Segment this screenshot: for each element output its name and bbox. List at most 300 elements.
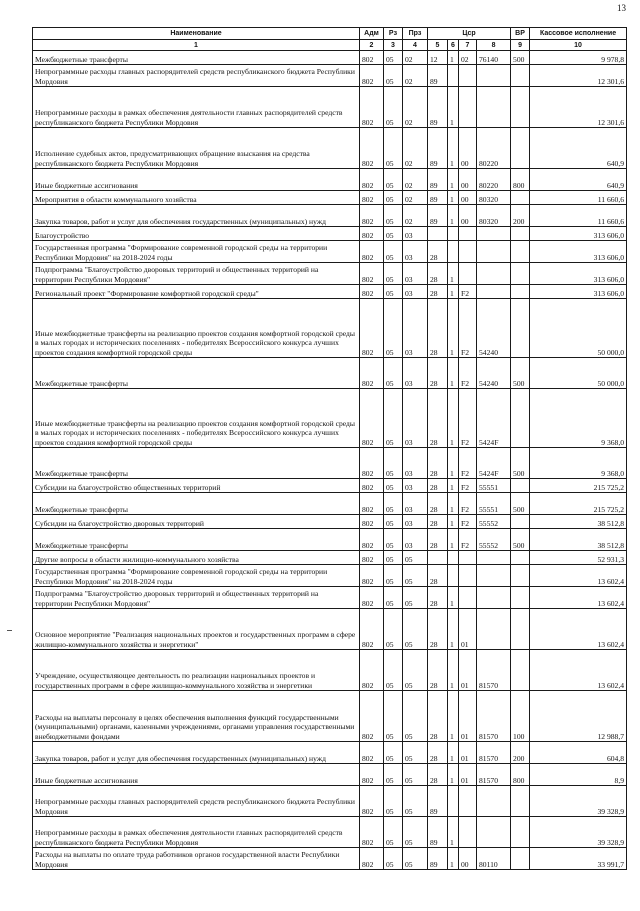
row-csr-program: 28 xyxy=(428,389,448,448)
header-adm: Адм xyxy=(360,28,384,40)
row-csr-subprogram: 1 xyxy=(448,587,459,609)
row-amount: 12 988,7 xyxy=(530,691,627,742)
table-row xyxy=(33,263,627,285)
row-vr xyxy=(511,299,530,358)
table-row xyxy=(33,227,627,241)
row-amount: 313 606,0 xyxy=(530,263,627,285)
row-vr: 500 xyxy=(511,448,530,479)
row-csr-subprogram: 1 xyxy=(448,650,459,691)
header-amount: Кассовое исполнение xyxy=(530,28,627,40)
row-csr-subprogram: 1 xyxy=(448,169,459,191)
row-csr-program: 28 xyxy=(428,299,448,358)
row-adm: 802 xyxy=(360,587,384,609)
row-prz: 03 xyxy=(403,241,428,263)
row-csr-activity: F2 xyxy=(459,515,477,529)
row-csr-program: 28 xyxy=(428,587,448,609)
row-csr-program: 28 xyxy=(428,609,448,650)
row-rz: 05 xyxy=(384,191,403,205)
row-rz: 05 xyxy=(384,448,403,479)
row-csr-activity: 00 xyxy=(459,205,477,227)
row-name: Региональный проект "Формирование комфортной городской среды" xyxy=(33,285,360,299)
row-prz: 03 xyxy=(403,227,428,241)
row-csr-direction xyxy=(477,587,511,609)
row-csr-activity xyxy=(459,227,477,241)
row-rz: 05 xyxy=(384,650,403,691)
row-amount: 12 301,6 xyxy=(530,87,627,128)
scan-mark xyxy=(7,630,12,631)
row-csr-activity: 01 xyxy=(459,764,477,786)
row-csr-program: 28 xyxy=(428,742,448,764)
header-row xyxy=(33,28,627,40)
table-row xyxy=(33,650,627,691)
row-name: Учреждение, осуществляющее деятельность по реализации национальных проектов и государственных программ в сфере жилищно-коммунального хозяйства и энергетики xyxy=(33,650,360,691)
column-number: 4 xyxy=(403,40,428,51)
row-prz: 05 xyxy=(403,764,428,786)
row-csr-subprogram: 1 xyxy=(448,742,459,764)
row-name: Расходы на выплаты персоналу в целях обеспечения выполнения функций государственными (муниципальными) органами, казенными учреждениями, органами управления государственными внебюджетными фондами xyxy=(33,691,360,742)
row-prz: 03 xyxy=(403,515,428,529)
row-amount: 39 328,9 xyxy=(530,817,627,848)
row-rz: 05 xyxy=(384,529,403,551)
header-name: Наименование xyxy=(33,28,360,40)
row-csr-activity: F2 xyxy=(459,529,477,551)
row-csr-program: 89 xyxy=(428,169,448,191)
table-row xyxy=(33,128,627,169)
row-csr-subprogram: 1 xyxy=(448,609,459,650)
row-adm: 802 xyxy=(360,742,384,764)
row-csr-activity: F2 xyxy=(459,479,477,493)
header-vr: ВР xyxy=(511,28,530,40)
row-adm: 802 xyxy=(360,285,384,299)
table-row xyxy=(33,51,627,65)
column-number: 1 xyxy=(33,40,360,51)
row-amount: 13 602,4 xyxy=(530,650,627,691)
row-adm: 802 xyxy=(360,205,384,227)
row-amount: 50 000,0 xyxy=(530,299,627,358)
table-row xyxy=(33,299,627,358)
row-csr-activity xyxy=(459,786,477,817)
table-row xyxy=(33,515,627,529)
row-amount: 640,9 xyxy=(530,169,627,191)
row-prz: 05 xyxy=(403,848,428,870)
row-name: Иные межбюджетные трансферты на реализацию проектов создания комфортной городской среды в малых городах и исторических поселениях - победителях Всероссийского конкурса лучших проектов создания комфортной городской среды xyxy=(33,299,360,358)
row-csr-activity xyxy=(459,565,477,587)
row-prz: 03 xyxy=(403,389,428,448)
row-name: Непрограммные расходы главных распорядителей средств республиканского бюджета Республики Мордовия xyxy=(33,786,360,817)
row-name: Государственная программа "Формирование современной городской среды на территории Республики Мордовия" на 2018-2024 годы xyxy=(33,565,360,587)
row-prz: 03 xyxy=(403,358,428,389)
row-vr xyxy=(511,241,530,263)
row-prz: 03 xyxy=(403,285,428,299)
row-amount: 50 000,0 xyxy=(530,358,627,389)
row-csr-subprogram xyxy=(448,227,459,241)
row-amount: 38 512,8 xyxy=(530,529,627,551)
row-prz: 02 xyxy=(403,128,428,169)
row-adm: 802 xyxy=(360,764,384,786)
row-rz: 05 xyxy=(384,65,403,87)
row-csr-subprogram: 1 xyxy=(448,848,459,870)
row-prz: 03 xyxy=(403,263,428,285)
row-csr-subprogram xyxy=(448,551,459,565)
row-adm: 802 xyxy=(360,191,384,205)
row-rz: 05 xyxy=(384,565,403,587)
row-name: Расходы на выплаты по оплате труда работников органов государственной власти Республики Мордовия xyxy=(33,848,360,870)
row-name: Подпрограмма "Благоустройство дворовых территорий и общественных территорий на территории Республики Мордовия" xyxy=(33,263,360,285)
row-name: Основное мероприятие "Реализация национальных проектов и государственных программ в сфере жилищно-коммунального хозяйства и энергетики" xyxy=(33,609,360,650)
header-csr: Цср xyxy=(428,28,511,40)
row-csr-subprogram: 1 xyxy=(448,358,459,389)
row-csr-direction xyxy=(477,609,511,650)
row-csr-program: 28 xyxy=(428,691,448,742)
row-vr: 500 xyxy=(511,493,530,515)
table-row xyxy=(33,205,627,227)
row-vr xyxy=(511,650,530,691)
row-amount: 215 725,2 xyxy=(530,493,627,515)
header-rz: Рз xyxy=(384,28,403,40)
row-name: Исполнение судебных актов, предусматривающих обращение взыскания на средства республиканского бюджета Республики Мордовия xyxy=(33,128,360,169)
row-adm: 802 xyxy=(360,389,384,448)
row-adm: 802 xyxy=(360,479,384,493)
row-rz: 05 xyxy=(384,587,403,609)
row-csr-direction: 80220 xyxy=(477,128,511,169)
row-name: Межбюджетные трансферты xyxy=(33,51,360,65)
row-name: Другие вопросы в области жилищно-коммунального хозяйства xyxy=(33,551,360,565)
row-name: Иные межбюджетные трансферты на реализацию проектов создания комфортной городской среды в малых городах и исторических поселениях - победителях Всероссийского конкурса лучших проектов создания комфортной городской среды xyxy=(33,389,360,448)
table-row xyxy=(33,389,627,448)
row-prz: 02 xyxy=(403,169,428,191)
row-name: Субсидии на благоустройство общественных территорий xyxy=(33,479,360,493)
row-csr-direction: 80320 xyxy=(477,191,511,205)
row-csr-subprogram: 1 xyxy=(448,299,459,358)
table-row xyxy=(33,65,627,87)
row-csr-activity: F2 xyxy=(459,358,477,389)
row-prz: 05 xyxy=(403,786,428,817)
row-vr xyxy=(511,263,530,285)
row-csr-subprogram: 1 xyxy=(448,691,459,742)
row-csr-direction: 80220 xyxy=(477,169,511,191)
row-name: Закупка товаров, работ и услуг для обеспечения государственных (муниципальных) нужд xyxy=(33,205,360,227)
row-adm: 802 xyxy=(360,650,384,691)
row-name: Иные бюджетные ассигнования xyxy=(33,764,360,786)
row-vr xyxy=(511,587,530,609)
column-number: 3 xyxy=(384,40,403,51)
row-rz: 05 xyxy=(384,764,403,786)
row-name: Иные бюджетные ассигнования xyxy=(33,169,360,191)
row-adm: 802 xyxy=(360,786,384,817)
row-csr-program: 28 xyxy=(428,565,448,587)
column-number: 10 xyxy=(530,40,627,51)
row-vr xyxy=(511,515,530,529)
row-csr-activity xyxy=(459,551,477,565)
row-csr-program xyxy=(428,227,448,241)
row-csr-activity xyxy=(459,87,477,128)
row-name: Мероприятия в области коммунального хозяйства xyxy=(33,191,360,205)
row-rz: 05 xyxy=(384,358,403,389)
table-row xyxy=(33,529,627,551)
row-vr xyxy=(511,551,530,565)
row-csr-subprogram: 1 xyxy=(448,515,459,529)
table-row xyxy=(33,551,627,565)
row-adm: 802 xyxy=(360,241,384,263)
table-row xyxy=(33,764,627,786)
row-csr-subprogram: 1 xyxy=(448,493,459,515)
row-name: Государственная программа "Формирование современной городской среды на территории Республики Мордовия" на 2018-2024 годы xyxy=(33,241,360,263)
row-prz: 03 xyxy=(403,299,428,358)
row-amount: 39 328,9 xyxy=(530,786,627,817)
row-csr-direction xyxy=(477,285,511,299)
row-csr-activity: 00 xyxy=(459,169,477,191)
row-csr-activity xyxy=(459,587,477,609)
row-name: Непрограммные расходы в рамках обеспечения деятельности главных распорядителей средств республиканского бюджета Республики Мордовия xyxy=(33,87,360,128)
row-rz: 05 xyxy=(384,299,403,358)
row-csr-subprogram xyxy=(448,786,459,817)
row-prz: 02 xyxy=(403,87,428,128)
row-csr-direction: 81570 xyxy=(477,742,511,764)
row-csr-direction xyxy=(477,565,511,587)
row-csr-program: 89 xyxy=(428,817,448,848)
row-rz: 05 xyxy=(384,493,403,515)
row-csr-activity xyxy=(459,65,477,87)
row-amount: 313 606,0 xyxy=(530,285,627,299)
row-csr-program: 89 xyxy=(428,848,448,870)
row-vr: 200 xyxy=(511,742,530,764)
row-csr-direction xyxy=(477,786,511,817)
row-csr-direction xyxy=(477,241,511,263)
table-row xyxy=(33,191,627,205)
row-rz: 05 xyxy=(384,241,403,263)
row-csr-subprogram xyxy=(448,565,459,587)
row-prz: 05 xyxy=(403,587,428,609)
table-row xyxy=(33,285,627,299)
row-prz: 02 xyxy=(403,191,428,205)
row-csr-activity: 01 xyxy=(459,691,477,742)
row-csr-program: 28 xyxy=(428,358,448,389)
row-name: Непрограммные расходы в рамках обеспечения деятельности главных распорядителей средств республиканского бюджета Республики Мордовия xyxy=(33,817,360,848)
row-adm: 802 xyxy=(360,817,384,848)
row-csr-direction: 5424F xyxy=(477,389,511,448)
row-csr-direction: 81570 xyxy=(477,764,511,786)
row-prz: 02 xyxy=(403,205,428,227)
row-adm: 802 xyxy=(360,691,384,742)
table-row xyxy=(33,691,627,742)
row-prz: 03 xyxy=(403,493,428,515)
row-csr-program xyxy=(428,551,448,565)
row-amount: 313 606,0 xyxy=(530,241,627,263)
row-amount: 12 301,6 xyxy=(530,65,627,87)
row-amount: 52 931,3 xyxy=(530,551,627,565)
row-adm: 802 xyxy=(360,515,384,529)
row-vr xyxy=(511,128,530,169)
table-body xyxy=(33,51,627,870)
row-prz: 05 xyxy=(403,650,428,691)
row-amount: 8,9 xyxy=(530,764,627,786)
row-csr-direction: 81570 xyxy=(477,691,511,742)
row-adm: 802 xyxy=(360,448,384,479)
row-csr-program: 89 xyxy=(428,191,448,205)
row-adm: 802 xyxy=(360,565,384,587)
row-prz: 05 xyxy=(403,565,428,587)
row-csr-activity: 00 xyxy=(459,128,477,169)
row-amount: 640,9 xyxy=(530,128,627,169)
row-vr xyxy=(511,479,530,493)
row-csr-activity: 01 xyxy=(459,742,477,764)
row-csr-program: 89 xyxy=(428,128,448,169)
row-vr: 500 xyxy=(511,529,530,551)
row-vr xyxy=(511,389,530,448)
row-name: Межбюджетные трансферты xyxy=(33,358,360,389)
row-prz: 05 xyxy=(403,691,428,742)
row-amount: 313 606,0 xyxy=(530,227,627,241)
row-csr-direction: 55551 xyxy=(477,479,511,493)
row-name: Межбюджетные трансферты xyxy=(33,493,360,515)
row-csr-direction xyxy=(477,65,511,87)
row-prz: 03 xyxy=(403,479,428,493)
row-vr xyxy=(511,565,530,587)
row-csr-program: 12 xyxy=(428,51,448,65)
row-rz: 05 xyxy=(384,227,403,241)
row-prz: 02 xyxy=(403,51,428,65)
row-csr-subprogram xyxy=(448,241,459,263)
row-amount: 33 991,7 xyxy=(530,848,627,870)
row-csr-program: 28 xyxy=(428,529,448,551)
row-csr-activity: 01 xyxy=(459,650,477,691)
table-row xyxy=(33,817,627,848)
row-rz: 05 xyxy=(384,51,403,65)
row-adm: 802 xyxy=(360,128,384,169)
row-csr-program: 28 xyxy=(428,515,448,529)
row-csr-program: 89 xyxy=(428,87,448,128)
row-prz: 05 xyxy=(403,742,428,764)
row-prz: 03 xyxy=(403,529,428,551)
row-amount: 13 602,4 xyxy=(530,609,627,650)
table-row xyxy=(33,358,627,389)
row-csr-direction xyxy=(477,263,511,285)
row-rz: 05 xyxy=(384,87,403,128)
row-vr: 800 xyxy=(511,169,530,191)
table-row xyxy=(33,786,627,817)
row-rz: 05 xyxy=(384,551,403,565)
header-prz: Прз xyxy=(403,28,428,40)
row-csr-program: 89 xyxy=(428,65,448,87)
row-rz: 05 xyxy=(384,848,403,870)
row-rz: 05 xyxy=(384,817,403,848)
row-rz: 05 xyxy=(384,786,403,817)
row-csr-activity: 00 xyxy=(459,191,477,205)
row-csr-subprogram xyxy=(448,65,459,87)
row-csr-direction: 55552 xyxy=(477,529,511,551)
row-csr-subprogram: 1 xyxy=(448,128,459,169)
row-csr-direction: 80320 xyxy=(477,205,511,227)
row-csr-program: 28 xyxy=(428,263,448,285)
row-csr-activity xyxy=(459,817,477,848)
row-adm: 802 xyxy=(360,493,384,515)
table-row xyxy=(33,87,627,128)
row-prz: 05 xyxy=(403,551,428,565)
row-name: Межбюджетные трансферты xyxy=(33,448,360,479)
row-adm: 802 xyxy=(360,299,384,358)
row-csr-subprogram: 1 xyxy=(448,817,459,848)
row-csr-program: 28 xyxy=(428,764,448,786)
row-adm: 802 xyxy=(360,87,384,128)
row-prz: 05 xyxy=(403,817,428,848)
row-name: Субсидии на благоустройство дворовых территорий xyxy=(33,515,360,529)
row-csr-activity: F2 xyxy=(459,299,477,358)
row-adm: 802 xyxy=(360,263,384,285)
row-vr: 500 xyxy=(511,358,530,389)
row-adm: 802 xyxy=(360,358,384,389)
row-vr: 100 xyxy=(511,691,530,742)
row-csr-subprogram: 1 xyxy=(448,448,459,479)
row-csr-program: 28 xyxy=(428,479,448,493)
row-name: Закупка товаров, работ и услуг для обеспечения государственных (муниципальных) нужд xyxy=(33,742,360,764)
column-number: 7 xyxy=(459,40,477,51)
row-csr-activity xyxy=(459,263,477,285)
row-csr-activity: F2 xyxy=(459,389,477,448)
row-csr-activity: F2 xyxy=(459,285,477,299)
row-rz: 05 xyxy=(384,515,403,529)
table-row xyxy=(33,493,627,515)
row-csr-subprogram: 1 xyxy=(448,191,459,205)
row-vr xyxy=(511,87,530,128)
row-name: Подпрограмма "Благоустройство дворовых территорий и общественных территорий на территории Республики Мордовия" xyxy=(33,587,360,609)
table-row xyxy=(33,565,627,587)
row-amount: 11 660,6 xyxy=(530,205,627,227)
row-csr-subprogram: 1 xyxy=(448,529,459,551)
row-csr-direction: 80110 xyxy=(477,848,511,870)
row-csr-direction xyxy=(477,87,511,128)
row-amount: 13 602,4 xyxy=(530,565,627,587)
row-csr-subprogram: 1 xyxy=(448,51,459,65)
row-rz: 05 xyxy=(384,169,403,191)
row-csr-subprogram: 1 xyxy=(448,389,459,448)
column-number: 5 xyxy=(428,40,448,51)
row-csr-subprogram: 1 xyxy=(448,479,459,493)
row-rz: 05 xyxy=(384,609,403,650)
row-rz: 05 xyxy=(384,205,403,227)
row-csr-activity xyxy=(459,241,477,263)
row-rz: 05 xyxy=(384,285,403,299)
column-number: 2 xyxy=(360,40,384,51)
row-vr xyxy=(511,848,530,870)
row-vr: 800 xyxy=(511,764,530,786)
table-row xyxy=(33,169,627,191)
table-row xyxy=(33,609,627,650)
row-csr-program: 28 xyxy=(428,650,448,691)
row-amount: 11 660,6 xyxy=(530,191,627,205)
row-csr-direction: 54240 xyxy=(477,299,511,358)
row-amount: 604,8 xyxy=(530,742,627,764)
row-name: Благоустройство xyxy=(33,227,360,241)
table-row xyxy=(33,848,627,870)
row-csr-direction: 55552 xyxy=(477,515,511,529)
row-csr-direction: 5424F xyxy=(477,448,511,479)
row-amount: 13 602,4 xyxy=(530,587,627,609)
row-csr-direction xyxy=(477,817,511,848)
row-csr-direction: 81570 xyxy=(477,650,511,691)
row-csr-activity: 02 xyxy=(459,51,477,65)
row-vr: 500 xyxy=(511,51,530,65)
row-csr-subprogram: 1 xyxy=(448,285,459,299)
row-rz: 05 xyxy=(384,691,403,742)
row-vr xyxy=(511,285,530,299)
row-adm: 802 xyxy=(360,848,384,870)
row-prz: 05 xyxy=(403,609,428,650)
row-csr-direction: 55551 xyxy=(477,493,511,515)
column-number-row xyxy=(33,40,627,51)
row-csr-activity: F2 xyxy=(459,448,477,479)
row-csr-subprogram: 1 xyxy=(448,87,459,128)
row-csr-direction: 54240 xyxy=(477,358,511,389)
